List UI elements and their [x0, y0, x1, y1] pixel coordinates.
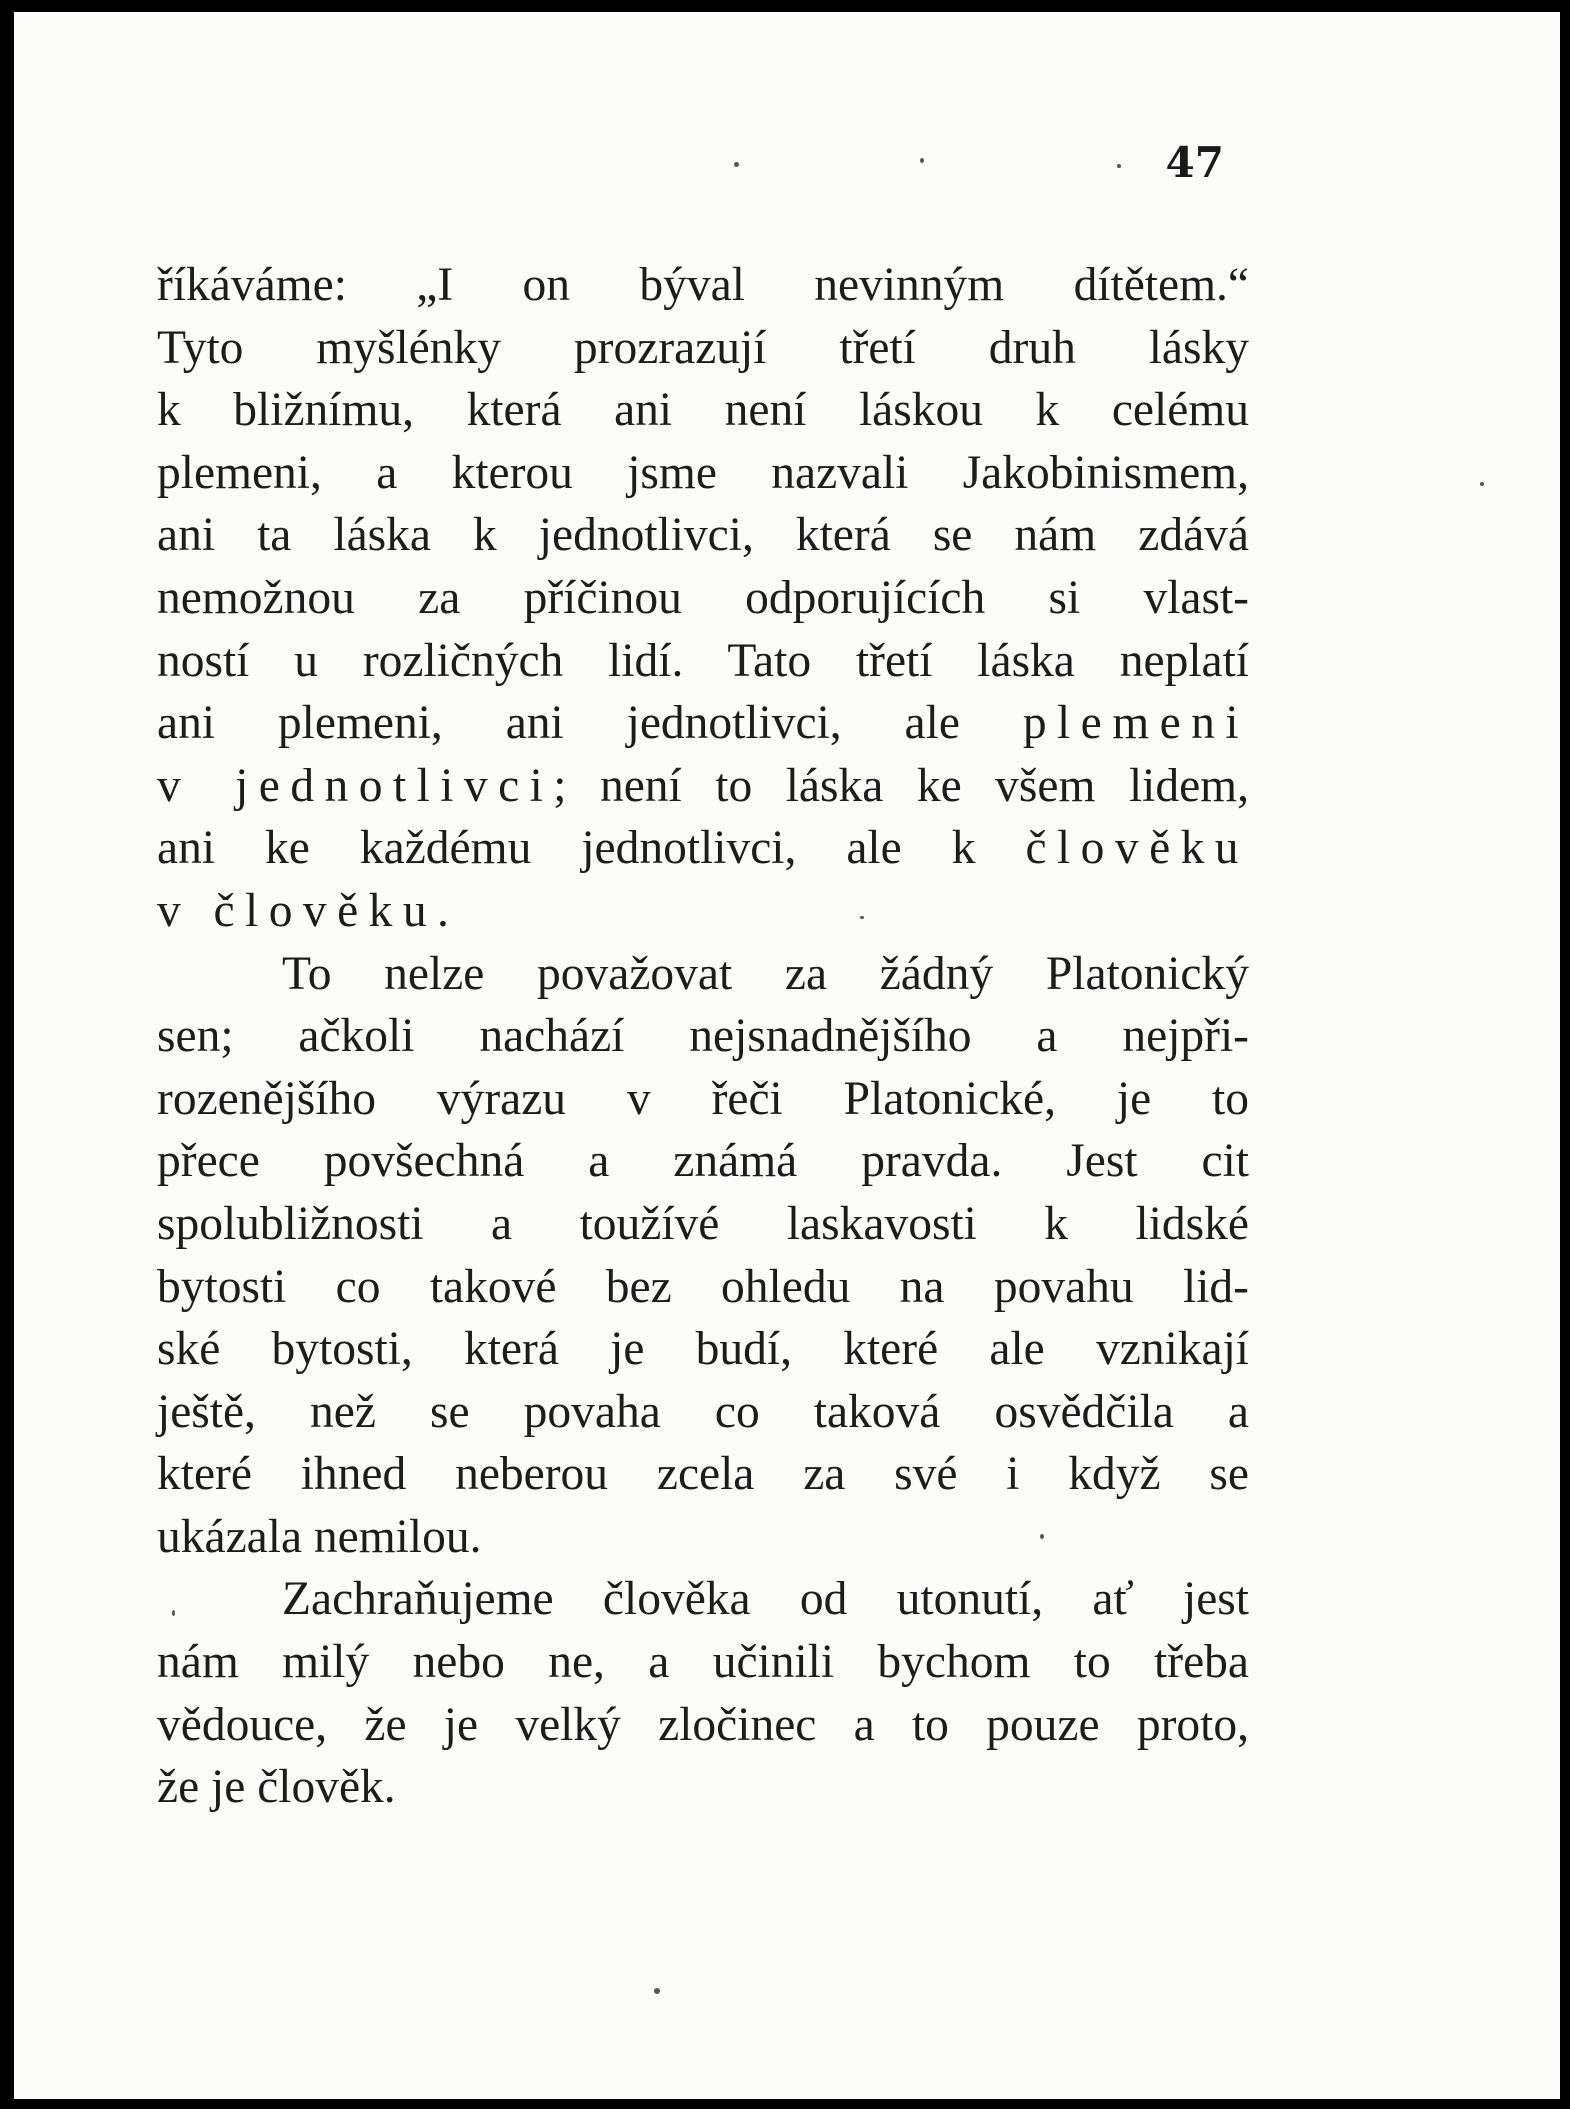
- scan-speck: [734, 162, 739, 167]
- scan-speck: [860, 916, 864, 919]
- book-page: [14, 12, 1560, 2099]
- text-line: že je člověk.: [157, 1761, 396, 1814]
- text-line: To nelze považovat za žádný Platonický: [282, 947, 1249, 1000]
- text-line: ností u rozličných lidí. Tato třetí láska neplatí: [157, 634, 1249, 687]
- body-text: [157, 254, 1249, 1819]
- paragraph-3: [157, 1568, 1249, 1818]
- text-line: které ihned neberou zcela za své i když se: [157, 1448, 1249, 1501]
- text-line: ani ke každému jednotlivci, ale k člověku: [157, 822, 1249, 875]
- text-line: rozenějšího výrazu v řeči Platonické, je to: [157, 1072, 1249, 1125]
- text-line: v jednotlivci; není to láska ke všem lidem,: [157, 759, 1249, 812]
- text-line: v člověku.: [157, 884, 449, 937]
- text-line: Tyto myšlénky prozrazují třetí druh lásky: [157, 321, 1249, 374]
- text-line: nám milý nebo ne, a učinili bychom to třeba: [157, 1636, 1249, 1689]
- text-line: sen; ačkoli nachází nejsnadnějšího a nejpři-: [157, 1010, 1249, 1063]
- spaced-emphasis: v jednotlivci: [157, 759, 554, 812]
- text-line: vědouce, že je velký zločinec a to pouze proto,: [157, 1698, 1249, 1751]
- text-line: přece povšechná a známá pravda. Jest cit: [157, 1135, 1249, 1188]
- scan-speck: [172, 1610, 175, 1616]
- text-line: Zachraňujeme člověka od utonutí, ať jest: [282, 1573, 1249, 1626]
- scan-speck: [1117, 164, 1121, 168]
- text-line: říkáváme: „I on býval nevinným dítětem.“: [157, 259, 1249, 311]
- paragraph-1: [157, 254, 1249, 943]
- text-line: plemeni, a kterou jsme nazvali Jakobinismem,: [157, 446, 1249, 499]
- text-line: k bližnímu, která ani není láskou k celému: [157, 384, 1249, 437]
- text-line: spolubližnosti a toužívé laskavosti k lidské: [157, 1197, 1249, 1250]
- scan-speck: [654, 1988, 660, 1994]
- text-line: nemožnou za příčinou odporujících si vlast-: [157, 571, 1249, 624]
- text-line: bytosti co takové bez ohledu na povahu lid-: [157, 1260, 1249, 1313]
- scan-speck: [1480, 482, 1484, 486]
- spaced-emphasis: člověku: [1025, 822, 1249, 875]
- text-line: ukázala nemilou.: [157, 1510, 482, 1563]
- scan-speck: [920, 158, 924, 163]
- text-line: ani ta láska k jednotlivci, která se nám zdává: [157, 509, 1249, 562]
- text-line: ani plemeni, ani jednotlivci, ale plemeni: [157, 697, 1249, 750]
- scan-speck: [1040, 1534, 1044, 1539]
- spaced-emphasis: v člověku: [157, 884, 438, 937]
- text-line: ské bytosti, která je budí, které ale vznikají: [157, 1323, 1249, 1376]
- paragraph-2: [157, 943, 1249, 1569]
- spaced-emphasis: plemeni: [1022, 697, 1249, 750]
- page-number: 47: [1165, 138, 1224, 187]
- text-line: ještě, než se povaha co taková osvědčila a: [157, 1385, 1249, 1438]
